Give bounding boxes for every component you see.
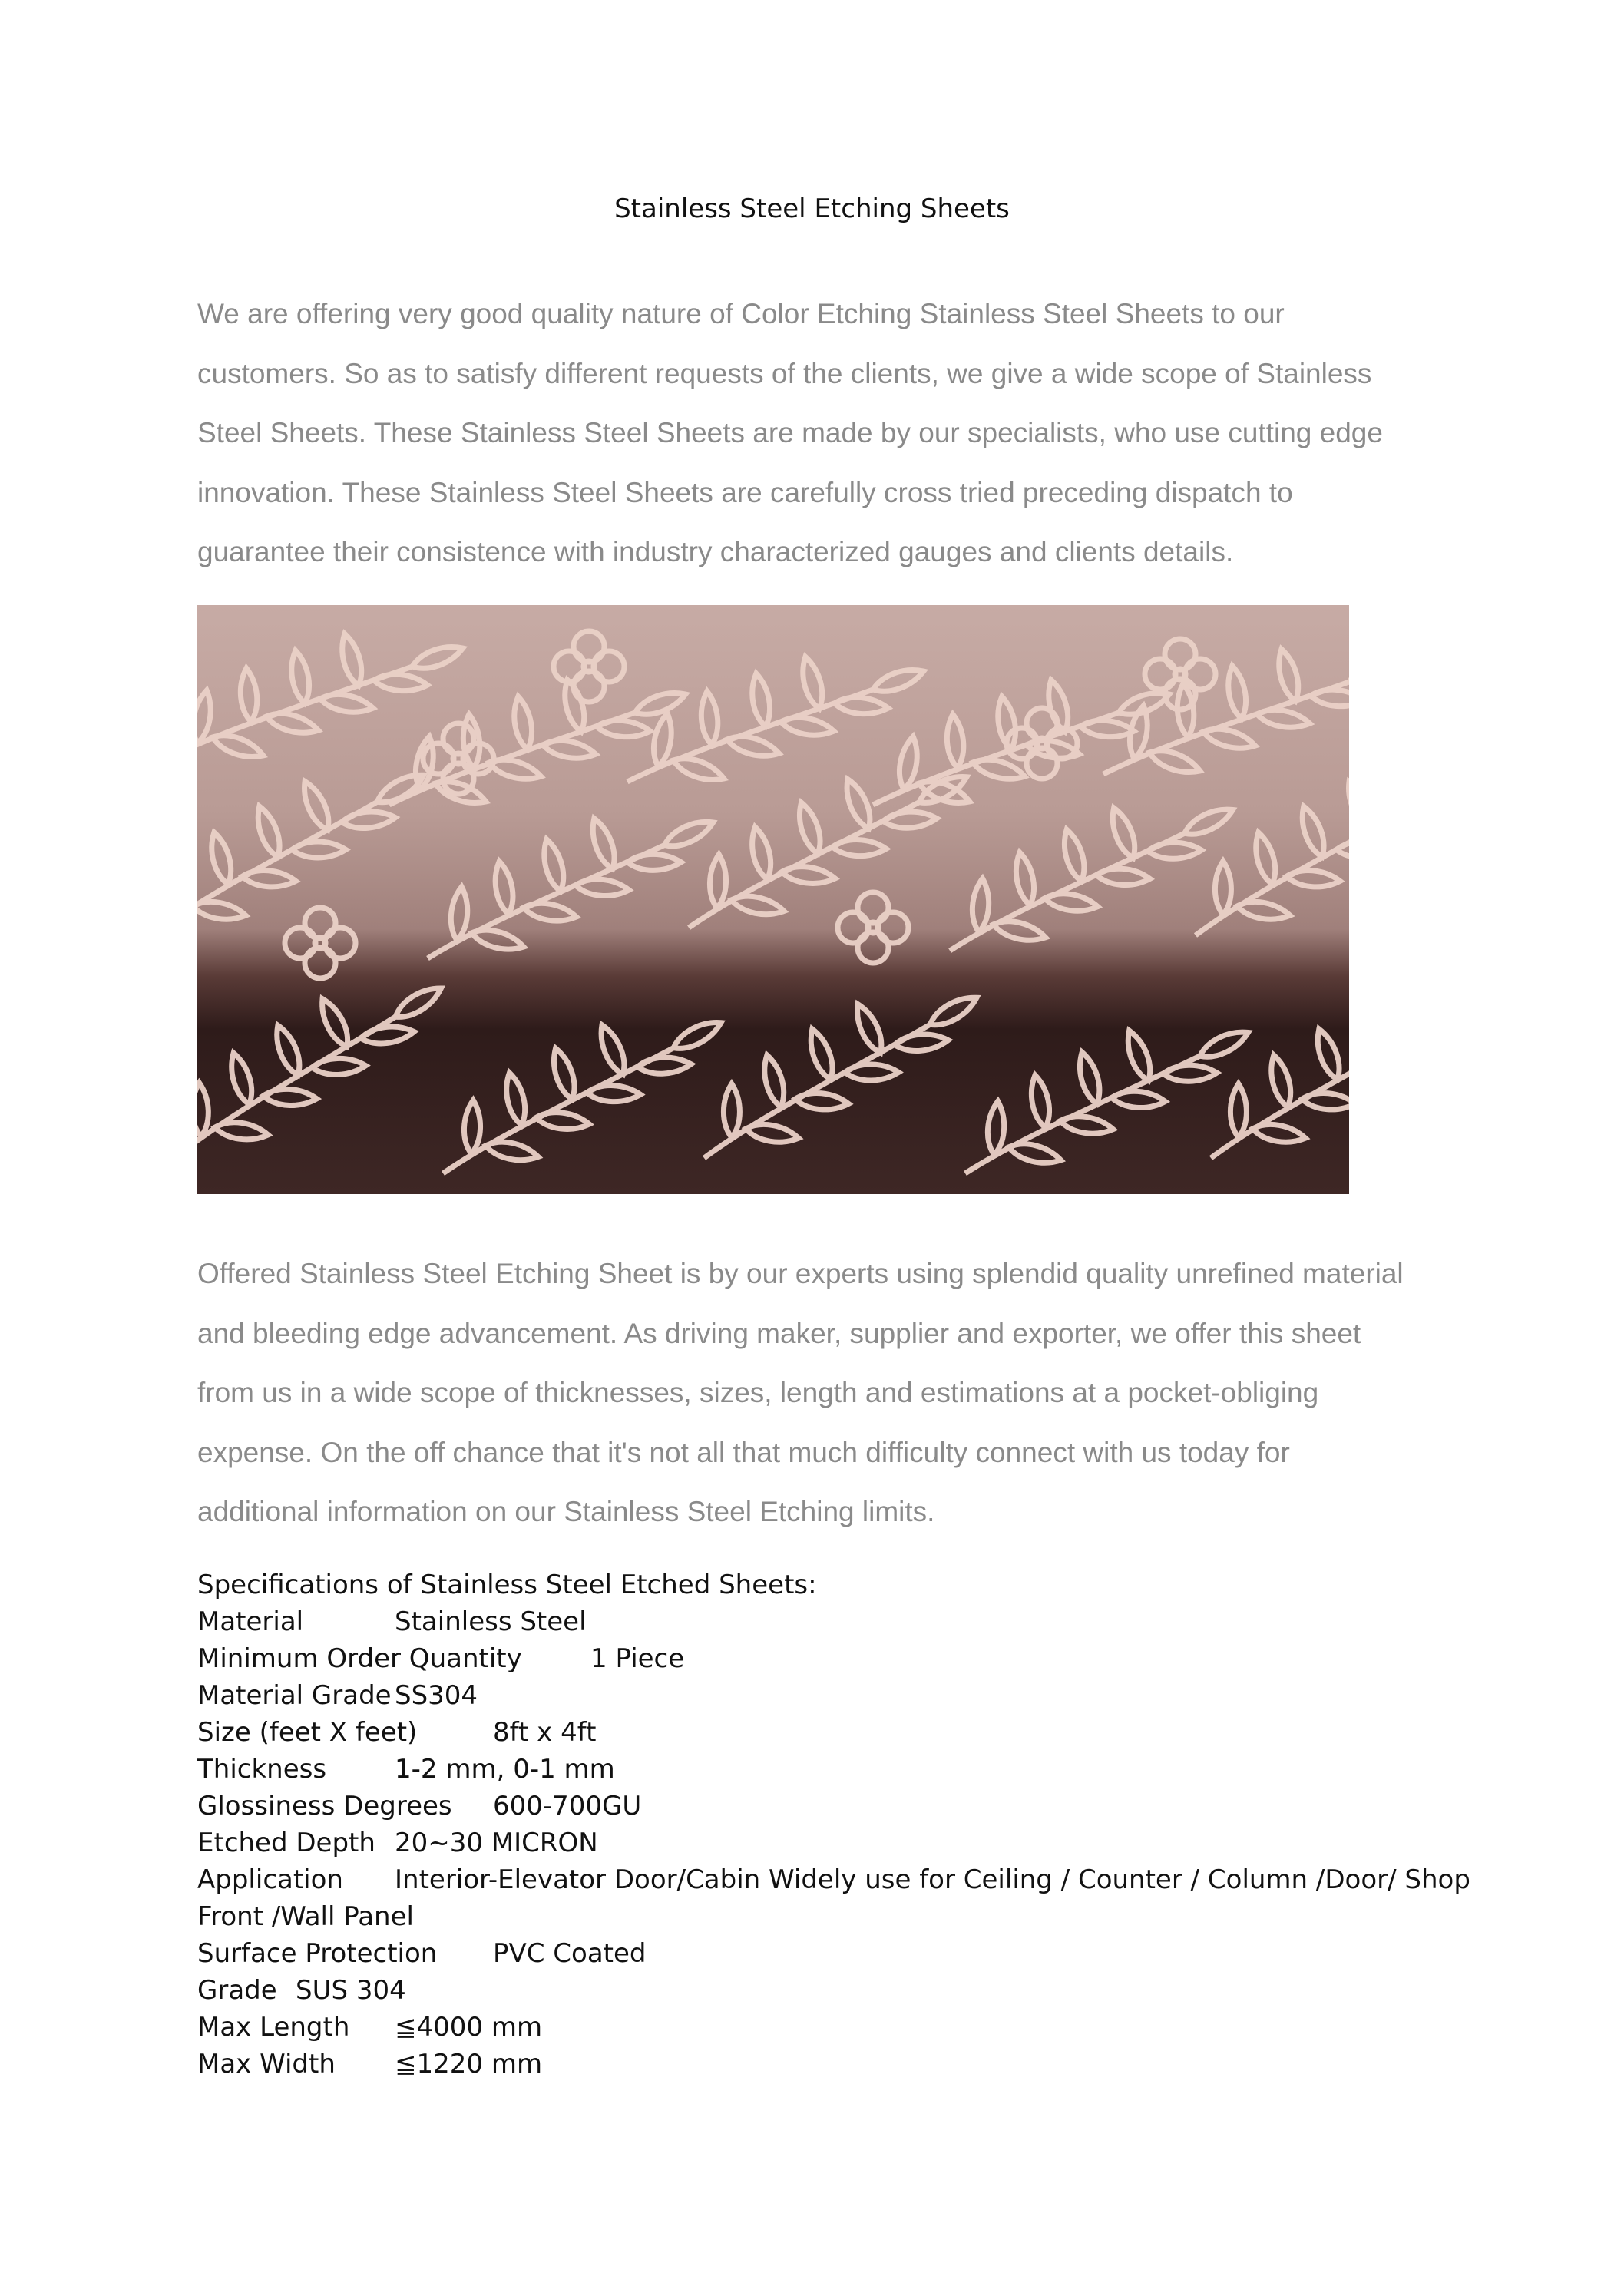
spec-row-grade: [197, 1972, 1457, 2009]
spec-value: 1-2 mm, 0-1 mm: [395, 1754, 615, 1785]
spec-row-moq: [197, 1640, 1457, 1677]
spec-row-etched-depth: [197, 1825, 1457, 1861]
spec-label: Glossiness Degrees: [197, 1791, 452, 1821]
spec-label: Size (feet X feet): [197, 1717, 418, 1748]
spec-label: Material Grade: [197, 1680, 392, 1711]
spec-label: Material: [197, 1606, 304, 1637]
etched-sheet-illustration: [197, 605, 1349, 1194]
spec-label: Grade: [197, 1975, 277, 2006]
spec-label: Max Length: [197, 2012, 350, 2043]
spec-value: 8ft x 4ft: [493, 1717, 597, 1748]
spec-value: 600-700GU: [493, 1791, 642, 1821]
intro-line: innovation. These Stainless Steel Sheets are carefully cross tried preceding dispatch to: [197, 476, 1293, 508]
body-line: additional information on our Stainless Steel Etching limits.: [197, 1496, 935, 1527]
intro-line: We are offering very good quality nature of Color Etching Stainless Steel Sheets to our: [197, 298, 1285, 329]
spec-label: Etched Depth: [197, 1828, 375, 1858]
intro-line: Steel Sheets. These Stainless Steel Sheets are made by our specialists, who use cutting edge: [197, 417, 1383, 448]
spec-value: PVC Coated: [493, 1938, 647, 1969]
specifications-heading: Specifications of Stainless Steel Etched Sheets:: [197, 1570, 817, 1600]
spec-value: ≦4000 mm: [395, 2012, 543, 2043]
spec-row-glossiness: [197, 1788, 1457, 1825]
spec-label: Minimum Order Quantity: [197, 1643, 522, 1674]
intro-paragraph: [197, 284, 1441, 582]
spec-label: Thickness: [197, 1754, 327, 1785]
spec-value: 1 Piece: [590, 1643, 685, 1674]
spec-row-application: [197, 1861, 1470, 1935]
spec-row-thickness: [197, 1751, 1457, 1788]
intro-line: customers. So as to satisfy different requests of the clients, we give a wide scope of Stainless: [197, 357, 1372, 389]
body-line: and bleeding edge advancement. As driving maker, supplier and exporter, we offer this sheet: [197, 1317, 1361, 1349]
body-line: from us in a wide scope of thicknesses, sizes, length and estimations at a pocket-obliging: [197, 1377, 1319, 1408]
specifications-list: [197, 1567, 1470, 2083]
spec-label: Surface Protection: [197, 1938, 438, 1969]
spec-row-size: [197, 1714, 1457, 1751]
spec-row-max-length: [197, 2009, 1457, 2046]
spec-label: Application: [197, 1864, 343, 1895]
page-title: Stainless Steel Etching Sheets: [614, 194, 1010, 224]
body-line: expense. On the off chance that it's not all that much difficulty connect with us today for: [197, 1436, 1290, 1468]
spec-row-surface-protection: [197, 1935, 1457, 1972]
spec-value: Interior-Elevator Door/Cabin Widely use for Ceiling / Counter / Column /Door/ Shop: [395, 1864, 1470, 1895]
spec-value-continued: Front /Wall Panel: [197, 1901, 414, 1932]
spec-row-material-grade: [197, 1677, 1457, 1714]
spec-row-material: [197, 1603, 1457, 1640]
spec-row-max-width: [197, 2046, 1457, 2083]
spec-value: 20~30 MICRON: [395, 1828, 598, 1858]
spec-value: ≦1220 mm: [395, 2049, 543, 2079]
body-paragraph: [197, 1244, 1441, 1542]
spec-label: Max Width: [197, 2049, 336, 2079]
body-line: Offered Stainless Steel Etching Sheet is by our experts using splendid quality unrefined material: [197, 1258, 1404, 1289]
spec-value: Stainless Steel: [395, 1606, 587, 1637]
spec-value: SUS 304: [296, 1975, 406, 2006]
intro-line: guarantee their consistence with industry characterized gauges and clients details.: [197, 536, 1234, 567]
etched-sheet-photo: [197, 605, 1349, 1194]
spec-value: SS304: [395, 1680, 478, 1711]
